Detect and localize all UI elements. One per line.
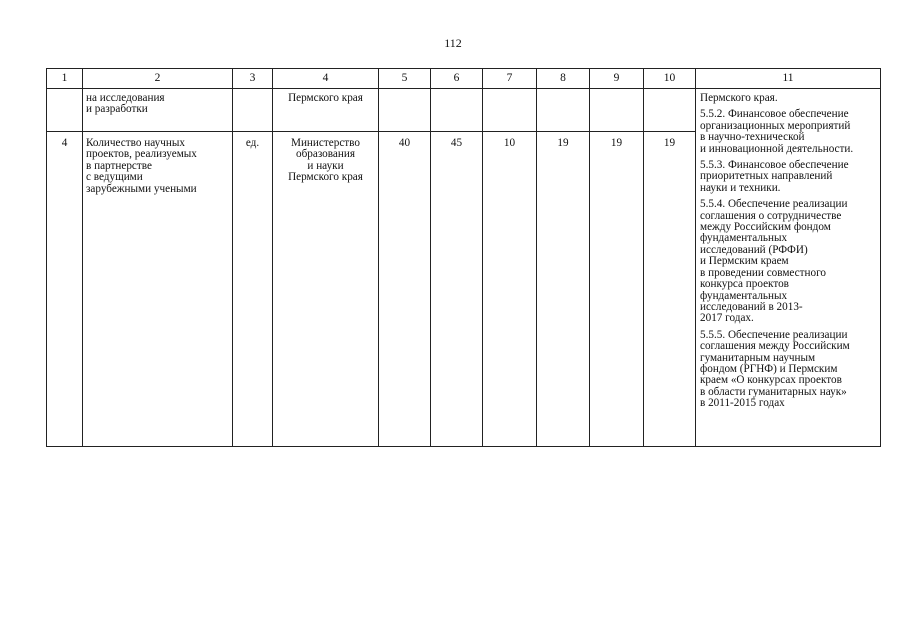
table-cell — [431, 89, 483, 132]
measure-item: 5.5.3. Финансовое обеспечение приоритетных направлений науки и техники. — [700, 159, 849, 194]
table-row — [47, 89, 881, 132]
unit-cell: ед. — [233, 132, 273, 447]
header-cell: 10 — [644, 69, 696, 89]
table-cell — [590, 89, 644, 132]
measure-item: 5.5.5. Обеспечение реализации соглашения между Российским гуманитарным научным фондом (РГНФ) и Пермским краем «О конкурсах проектов в области гуманитарных наук» в 2011-2015 годах — [700, 328, 850, 410]
value-cell: 19 — [644, 132, 696, 447]
header-cell: 8 — [537, 69, 590, 89]
table-cell — [644, 89, 696, 132]
page-number: 112 — [444, 36, 462, 50]
value-cell: 19 — [590, 132, 644, 447]
header-cell: 6 — [431, 69, 483, 89]
table-cell — [273, 89, 379, 132]
header-cell: 9 — [590, 69, 644, 89]
header-cell: 11 — [696, 69, 881, 89]
header-cell: 1 — [47, 69, 83, 89]
value-cell: 19 — [537, 132, 590, 447]
measure-item: 5.5.2. Финансовое обеспечение организационных мероприятий в научно-технической и инновационной деятельности. — [700, 108, 854, 155]
table-cell — [83, 89, 233, 132]
measure-text: Пермского края. — [700, 92, 778, 104]
table-cell — [537, 89, 590, 132]
header-cell: 4 — [273, 69, 379, 89]
table-cell — [379, 89, 431, 132]
responsible-cell: Министерство образования и науки Пермского края — [273, 132, 379, 447]
header-cell: 2 — [83, 69, 233, 89]
data-table — [46, 68, 881, 447]
table-cell — [696, 89, 881, 447]
header-row — [47, 69, 881, 89]
header-cell: 5 — [379, 69, 431, 89]
row-number: 4 — [47, 132, 83, 447]
cell-line: Пермского края — [288, 92, 363, 104]
measure-item: 5.5.4. Обеспечение реализации соглашения о сотрудничестве между Российским фондом фундаментальных исследований (РФФИ) и Пермским краем в проведении совместного конкурса проектов фундаментальных исследований в 2013- 2017 годах. — [700, 198, 848, 325]
value-cell: 40 — [379, 132, 431, 447]
cell-line: и разработки — [86, 103, 148, 116]
table-cell — [483, 89, 537, 132]
value-cell: 10 — [483, 132, 537, 447]
header-cell: 3 — [233, 69, 273, 89]
header-cell: 7 — [483, 69, 537, 89]
table-cell — [233, 89, 273, 132]
value-cell: 45 — [431, 132, 483, 447]
table-cell — [47, 89, 83, 132]
cell-line: на исследования — [86, 92, 165, 104]
indicator-cell: Количество научных проектов, реализуемых в партнерстве с ведущими зарубежными учеными — [83, 132, 233, 447]
